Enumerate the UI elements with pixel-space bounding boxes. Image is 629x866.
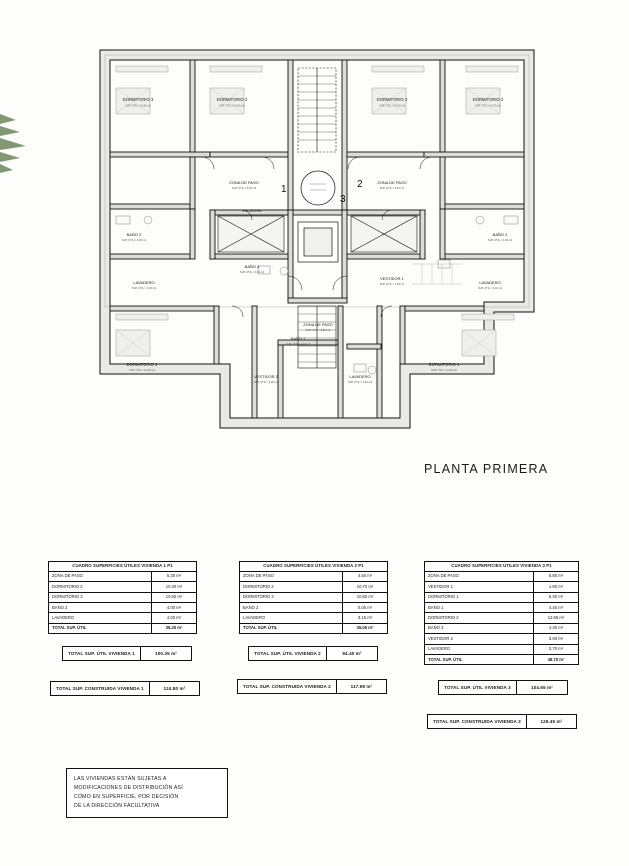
disclaimer-note [66,768,228,818]
row-value: 10.30 m² [165,583,183,589]
row-label: DORMITORIO 2 [425,613,534,622]
room-label: DORMITORIO 1 [428,362,460,367]
svg-text:SUP. ÚTIL = 5.80 m2: SUP. ÚTIL = 5.80 m2 [305,329,331,332]
row-label: LAVADERO [240,613,343,622]
table-row [425,624,578,634]
row-value: 10.70 m² [356,583,374,589]
note-line: CÓMO EN SUPERFICIE, POR DECISIÓN [74,794,179,801]
row-value: 48.70 m² [547,656,565,662]
row-value: 4.00 m² [166,615,182,621]
table-row [240,593,387,603]
row-label: ZONA DE PASO [240,572,343,581]
row-value: 10.50 m² [165,594,183,600]
summary-label: TOTAL SUP. ÚTIL VIVIENDA 1 [68,651,135,656]
room-label: DORMITORIO 1 [126,362,158,367]
room-label: DORMITORIO 2 [216,97,248,102]
summary-total-util-vivienda-3 [438,680,568,695]
summary-label: TOTAL SUP. CONSTRUIDA VIVIENDA 3 [433,719,521,724]
room-label: BAÑO 3 [244,264,260,269]
table-caption: CUADRO SUPERFICIES ÚTILES VIVIENDA 1 P1 [49,562,196,572]
room-label: VESTIDOR 2 [254,374,278,379]
surface-table-vivienda-1 [48,561,197,634]
svg-text:SUP. ÚTIL = 4.00 m2: SUP. ÚTIL = 4.00 m2 [131,287,157,290]
table-row [425,603,578,613]
row-label: VESTIDOR 2 [425,634,534,643]
room-label: ZONA DE PASO [229,180,259,185]
plan-vector [92,44,542,444]
row-label: BAÑO 3 [425,624,534,633]
table-row [425,593,578,603]
svg-text:SUP. ÚTIL = 3.16 m2: SUP. ÚTIL = 3.16 m2 [477,287,503,290]
row-value: 10.60 m² [356,594,374,600]
table-row [425,613,578,623]
table-caption: CUADRO SUPERFICIES ÚTILES VIVIENDA 2 P1 [240,562,387,572]
row-label: DORMITORIO 2 [49,582,152,591]
room-label: DORMITORIO 3 [122,97,154,102]
table-row [240,582,387,592]
row-label: DORMITORIO 2 [240,582,343,591]
summary-total-util-vivienda-1 [62,646,192,661]
summary-value: 100.35 m² [140,647,191,660]
summary-total-construida-vivienda-2 [237,679,387,694]
room-label: LAVADERO [349,374,371,379]
note-line: LAS VIVIENDAS ESTÁN SUJETAS A [74,776,167,782]
table-row [240,613,387,623]
summary-value: 104.65 m² [516,681,567,694]
floor-plan-drawing [92,44,542,444]
note-line: DE LA DIRECCIÓN FACULTATIVA [74,803,160,810]
row-label: TOTAL SUP. ÚTIL [240,624,343,633]
room-label: BAÑO 2 [492,232,508,237]
row-label: LAVADERO [425,645,534,654]
summary-total-construida-vivienda-1 [50,681,200,696]
svg-text:SUP. ÚTIL = 4.00 m2: SUP. ÚTIL = 4.00 m2 [121,239,147,242]
table-row [240,603,387,613]
svg-text:SUP. ÚTIL = 3.00 m2: SUP. ÚTIL = 3.00 m2 [253,381,279,384]
table-row [425,645,578,655]
table-row [425,572,578,582]
summary-label: TOTAL SUP. CONSTRUIDA VIVIENDA 1 [56,686,144,691]
row-label: LAVADERO [49,613,152,622]
row-value: 3.70 m² [548,646,564,652]
summary-value: 124.80 m² [149,682,199,695]
svg-text:SUP. ÚTIL = 10.30 m2: SUP. ÚTIL = 10.30 m2 [219,104,245,108]
surface-table-vivienda-2 [239,561,388,634]
room-label: ESCALERA [242,209,262,213]
table-row [425,634,578,644]
row-value: 6.30 m² [548,594,564,600]
svg-text:SUP. ÚTIL = 3.40 m2: SUP. ÚTIL = 3.40 m2 [347,381,373,384]
table-row [49,603,196,613]
summary-label: TOTAL SUP. ÚTIL VIVIENDA 3 [444,685,511,690]
row-value: 12.65 m² [547,615,565,621]
table-row [49,582,196,592]
row-value: 3.16 m² [357,615,373,621]
summary-total-util-vivienda-2 [248,646,378,661]
row-value: 5.30 m² [166,573,182,579]
unit-marker-2: 2 [357,179,363,190]
summary-label: TOTAL SUP. CONSTRUIDA VIVIENDA 2 [243,684,331,689]
row-label: DORMITORIO 3 [240,593,343,602]
row-value: 0.00 m² [357,604,373,610]
row-label: DORMITORIO 3 [49,593,152,602]
row-value: 4.40 m² [548,604,564,610]
svg-text:SUP. ÚTIL = 5.30 m2: SUP. ÚTIL = 5.30 m2 [231,187,257,190]
row-value: 35.05 m² [356,625,374,631]
room-label: BAÑO 1 [290,336,306,341]
note-line: MODIFICACIONES DE DISTRIBUCIÓN ASÍ [74,785,183,792]
table-total-row [425,655,578,664]
summary-value: 94.40 m² [326,647,377,660]
svg-text:SUP. ÚTIL = 12.60 m2: SUP. ÚTIL = 12.60 m2 [129,369,155,372]
svg-text:SUP. ÚTIL = 10.00 m2: SUP. ÚTIL = 10.00 m2 [379,104,405,108]
row-label: VESTIDOR 1 [425,582,534,591]
table-row [425,582,578,592]
row-value: 4.40 m² [548,625,564,631]
summary-label: TOTAL SUP. ÚTIL VIVIENDA 2 [254,651,321,656]
row-value: 1.80 m² [548,583,564,589]
row-value: 3.00 m² [548,635,564,641]
row-label: TOTAL SUP. ÚTIL [425,655,534,664]
table-total-row [49,624,196,633]
table-caption: CUADRO SUPERFICIES ÚTILES VIVIENDA 3 P1 [425,562,578,572]
table-row [240,572,387,582]
surface-table-vivienda-3 [424,561,579,665]
leaf-decoration-icon [0,110,36,180]
svg-text:SUP. ÚTIL = 12.40 m2: SUP. ÚTIL = 12.40 m2 [431,369,457,372]
row-label: BAÑO 2 [49,603,152,612]
row-value: 5.80 m² [548,573,564,579]
plan-title: PLANTA PRIMERA [424,462,549,476]
row-label: ZONA DE PASO [425,572,534,581]
svg-text:SUP. ÚTIL = 1.80 m2: SUP. ÚTIL = 1.80 m2 [379,283,405,286]
room-label: DORMITORIO 3 [376,97,408,102]
room-label: LAVADERO [479,280,501,285]
row-value: 4.50 m² [357,573,373,579]
table-row [49,613,196,623]
row-value: 35.25 m² [165,625,183,631]
summary-value: 117.98 m² [336,680,386,693]
row-label: BAÑO 2 [240,603,343,612]
room-label: DORMITORIO 2 [472,97,504,102]
svg-text:SUP. ÚTIL = 4.00 m2: SUP. ÚTIL = 4.00 m2 [487,239,513,242]
table-row [49,593,196,603]
row-value: 4.00 m² [166,604,182,610]
table-row [49,572,196,582]
summary-value: 129.45 m² [526,715,576,728]
svg-text:SUP. ÚTIL = 4.40 m2: SUP. ÚTIL = 4.40 m2 [285,343,311,346]
svg-text:SUP. ÚTIL = 4.60 m2: SUP. ÚTIL = 4.60 m2 [379,187,405,190]
svg-text:SUP. ÚTIL = 4.40 m2: SUP. ÚTIL = 4.40 m2 [239,271,265,274]
room-label: ZONA DE PASO [303,322,333,327]
svg-text:SUP. ÚTIL = 10.60 m2: SUP. ÚTIL = 10.60 m2 [125,104,151,108]
row-label: TOTAL SUP. ÚTIL [49,624,152,633]
unit-marker-3: 3 [340,194,346,205]
summary-total-construida-vivienda-3 [427,714,577,729]
room-label: ZONA DE PASO [377,180,407,185]
room-label: LAVADERO [133,280,155,285]
room-label: BAÑO 2 [126,232,142,237]
unit-marker-1: 1 [281,184,287,195]
row-label: BAÑO 1 [425,603,534,612]
room-label: VESTIDOR 1 [380,276,404,281]
row-label: ZONA DE PASO [49,572,152,581]
svg-text:SUP. ÚTIL = 10.70 m2: SUP. ÚTIL = 10.70 m2 [475,104,501,108]
row-label: DORMITORIO 1 [425,593,534,602]
table-total-row [240,624,387,633]
